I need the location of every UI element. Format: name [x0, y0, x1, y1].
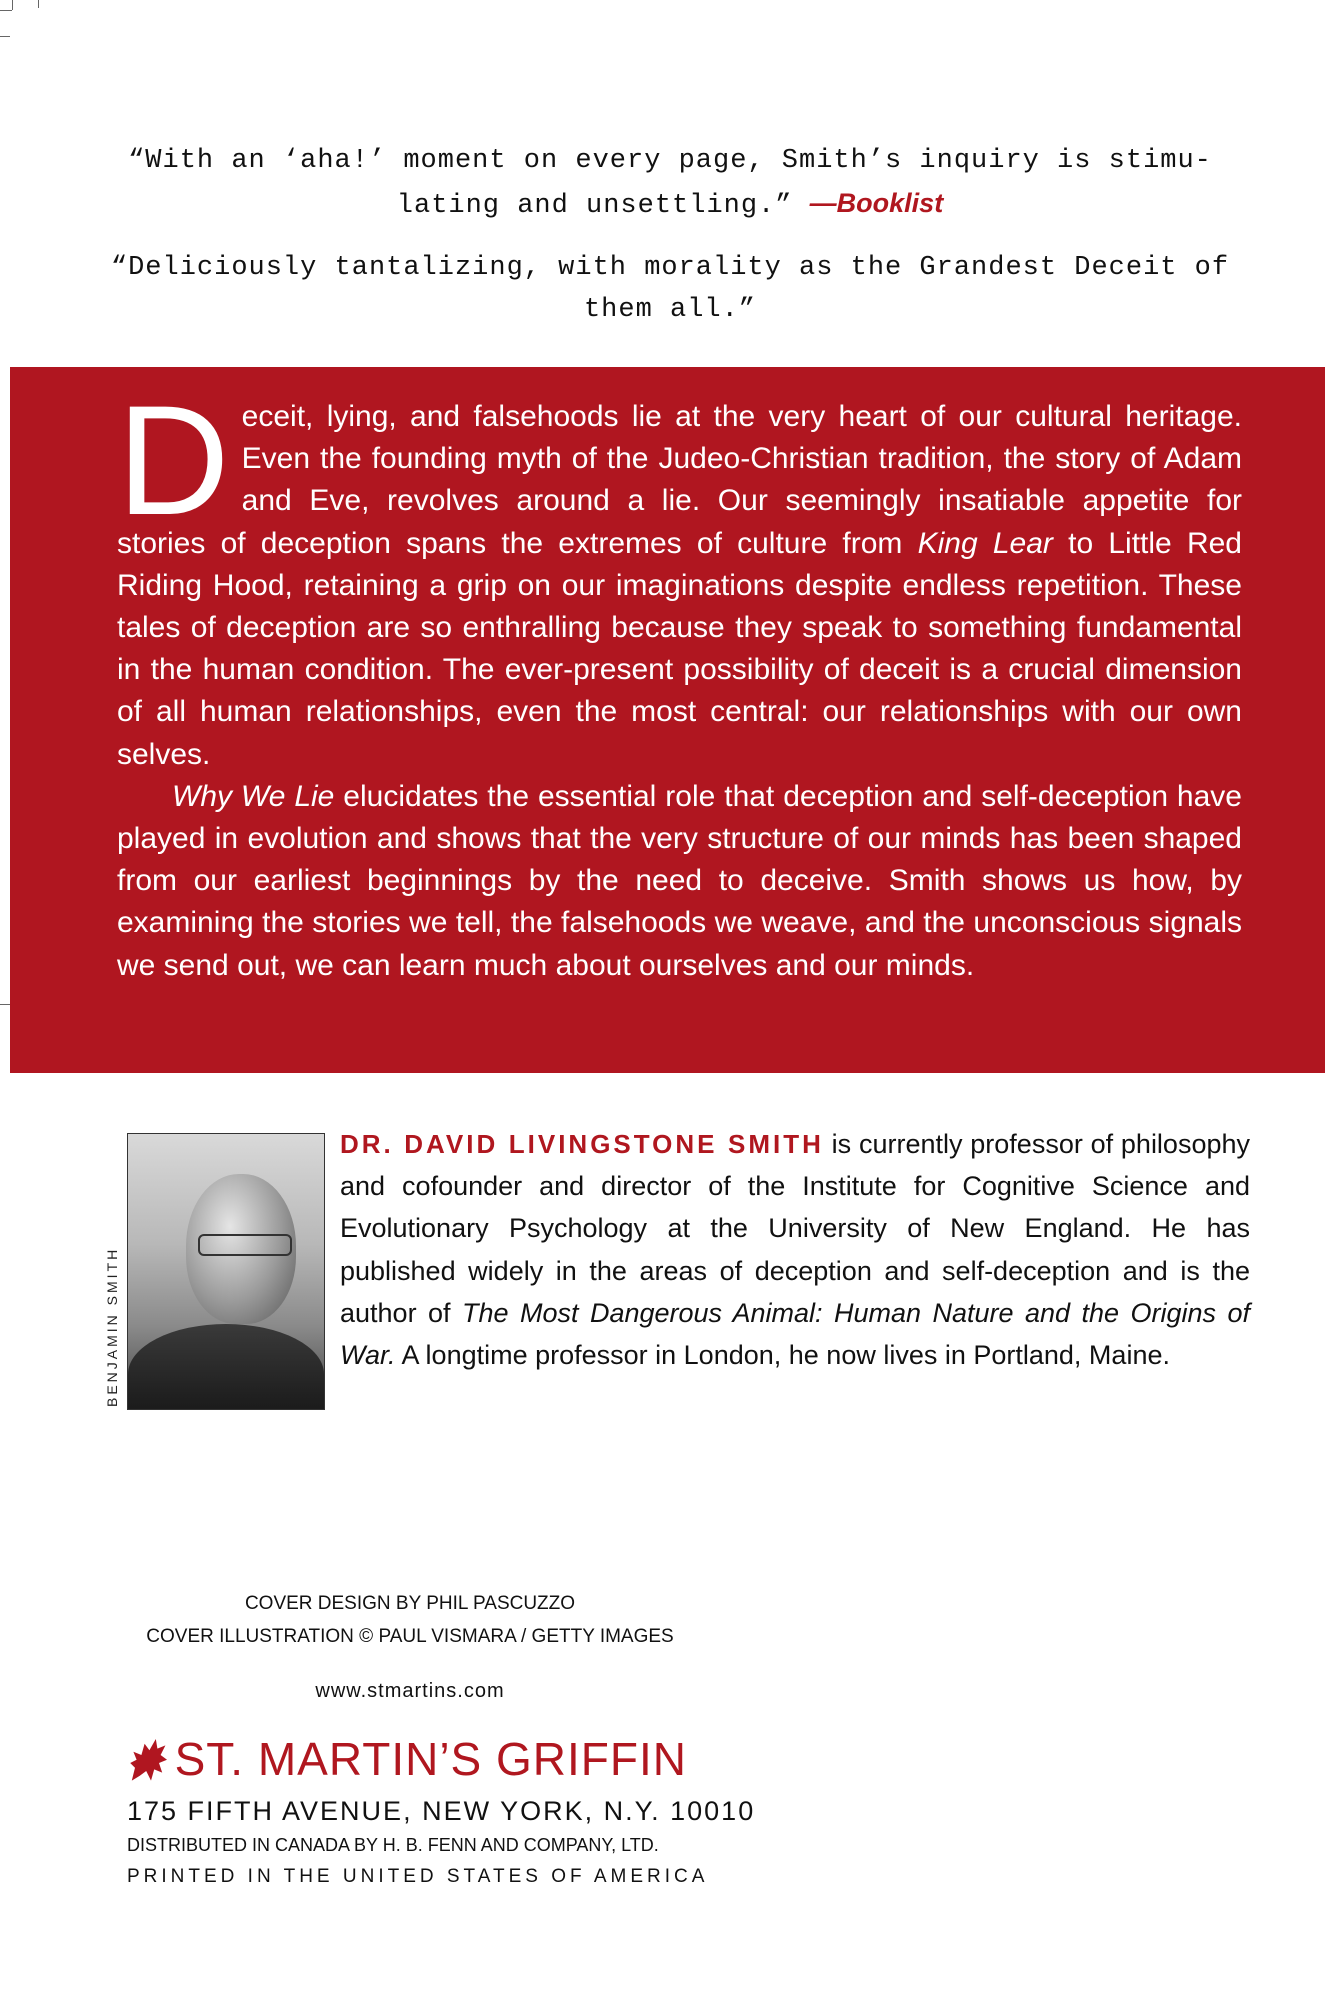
- description-text: to Little Red Riding Hood, retaining a grip on our imaginations despite endless repetition. These tales of deception are so enthralling because they speak to something fundamental in the human condition. The ever-present possibility of deceit is a crucial dimension of all human relationships, even the most central: our relationships with our own selves.: [117, 526, 1242, 771]
- author-bio: [340, 1123, 1250, 1376]
- review-quote-2: [105, 247, 1235, 331]
- crop-mark: [0, 36, 10, 37]
- author-photo: [127, 1133, 325, 1410]
- bio-text: A longtime professor in London, he now lives in Portland, Maine.: [395, 1340, 1170, 1371]
- book-title-ref: King Lear: [917, 526, 1053, 560]
- distribution-note: DISTRIBUTED IN CANADA BY H. B. FENN AND COMPANY, LTD.: [127, 1835, 659, 1855]
- description-paragraph-1: [117, 374, 1242, 776]
- author-name: DR. DAVID LIVINGSTONE SMITH: [340, 1129, 824, 1159]
- crop-mark: [12, 0, 13, 10]
- cover-credits: [100, 1587, 720, 1653]
- quote-text: “Deliciously tantalizing, with morality as the Grandest Deceit of them all.”: [110, 253, 1230, 325]
- description-paragraph-2: [117, 776, 1242, 987]
- drop-cap: D: [117, 374, 230, 548]
- book-title-ref: Why We Lie: [172, 779, 335, 813]
- author-photo-shoulders: [128, 1324, 324, 1410]
- crop-mark: [0, 1004, 10, 1005]
- cover-design-credit: COVER DESIGN BY PHIL PASCUZZO: [244, 1593, 576, 1614]
- description-text: eceit, lying, and falsehoods lie at the very heart of our cultural heritage. Even the founding myth of the Judeo-Christian tradition, the story of Adam and Eve, revolves around a lie. Our seemingly insatiable appetite for stories of deception spans the extremes of culture from: [117, 400, 1242, 560]
- description-text: elucidates the essential role that deception and self-deception have played in evolution and shows that the very structure of our minds has been shaped from our earliest beginnings by the need to deceive. Smith shows us how, by examining the stories we tell, the falsehoods we weave, and the unconscious signals we send out, we can learn much about ourselves and our minds.: [117, 779, 1242, 982]
- griffin-icon: [127, 1730, 169, 1788]
- printed-note: PRINTED IN THE UNITED STATES OF AMERICA: [127, 1866, 709, 1887]
- publisher-address: 175 FIFTH AVENUE, NEW YORK, N.Y. 10010: [127, 1796, 756, 1826]
- publisher-brand: [127, 1728, 687, 1790]
- quote-text: “With an ‘aha!’ moment on every page, Smith’s inquiry is stimu- lating and unsettling.”: [128, 146, 1212, 221]
- bio-book-title: The Most Dangerous Animal: Human Nature and the Origins of War.: [340, 1297, 1250, 1371]
- crop-mark: [38, 0, 39, 8]
- crop-mark: [0, 10, 12, 11]
- book-description: [117, 374, 1242, 987]
- publisher-block: [127, 1728, 756, 1888]
- review-quote-1: [105, 140, 1235, 227]
- quote-attribution: —Booklist: [809, 188, 944, 218]
- bio-text: is currently professor of philosophy and cofounder and director of the Institute for Cognitive Science and Evolutionary Psychology at the University of New England. He has published widely in the areas of deception and self-deception and is the author of: [340, 1129, 1250, 1328]
- review-quotes: [105, 140, 1235, 351]
- photo-credit: BENJAMIN SMITH: [104, 1246, 120, 1407]
- publisher-url: www.stmartins.com: [315, 1680, 505, 1702]
- cover-illustration-credit: COVER ILLUSTRATION © PAUL VISMARA / GETTY IMAGES: [146, 1626, 674, 1647]
- publisher-name: ST. MARTIN’S GRIFFIN: [174, 1733, 687, 1785]
- author-photo-glasses: [198, 1234, 292, 1256]
